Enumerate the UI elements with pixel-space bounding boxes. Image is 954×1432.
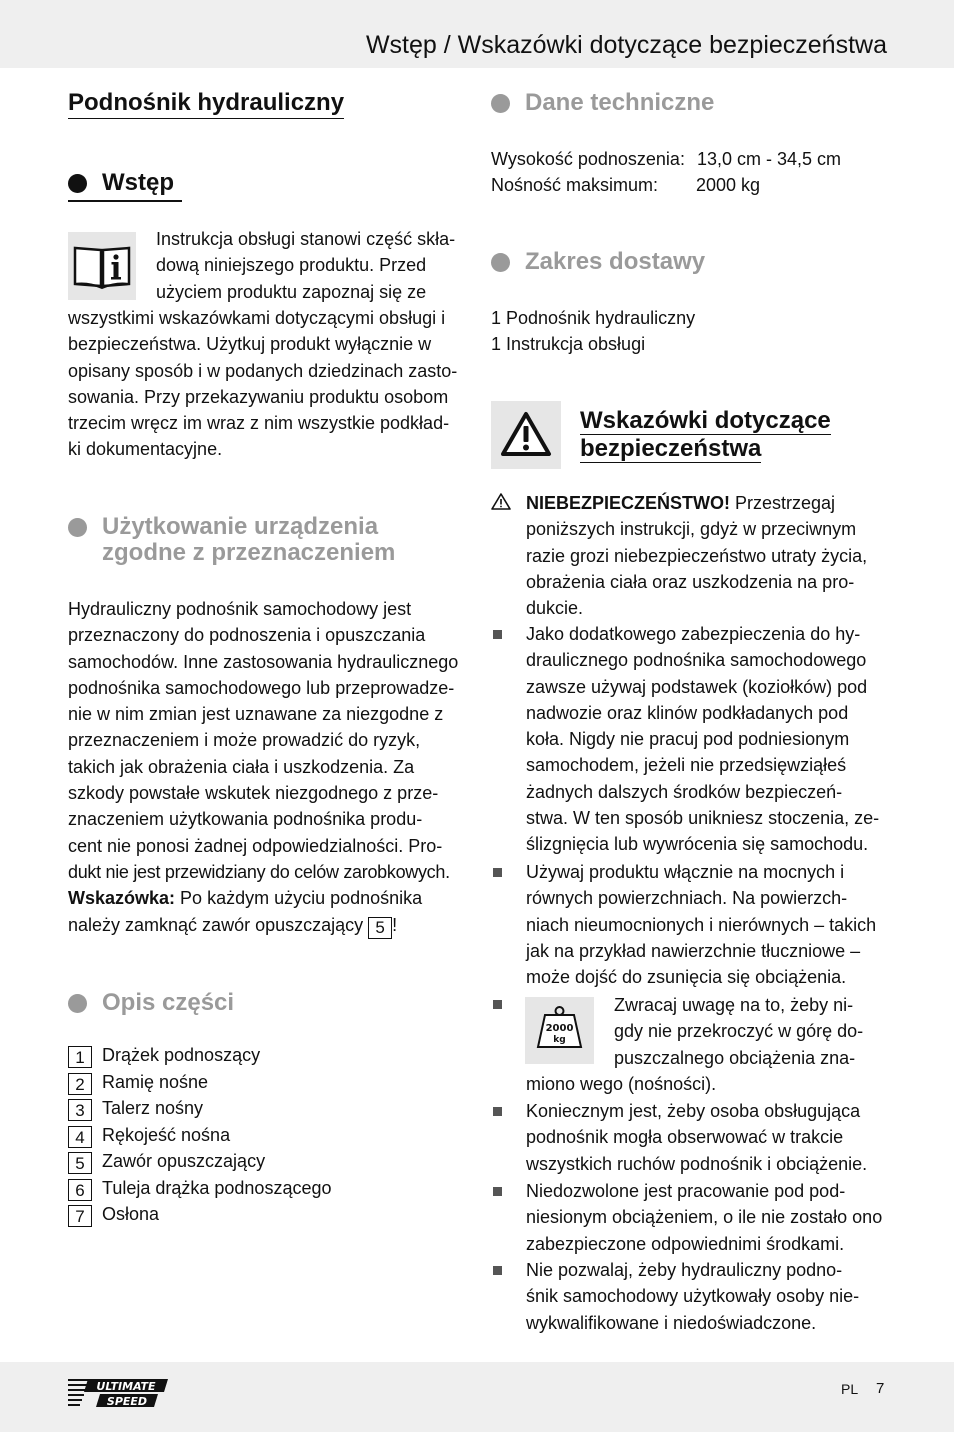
part-number-box: 5: [68, 1152, 92, 1174]
ultimate-speed-logo: [68, 1377, 170, 1409]
text-line: poniższych instrukcji, gdyż w przeciwnym: [526, 519, 857, 540]
square-bullet-icon: [493, 1107, 502, 1116]
delivery-item: 1 Podnośnik hydrauliczny: [491, 308, 696, 328]
tech-value: 2000 kg: [696, 175, 761, 196]
delivery-list: [491, 305, 695, 358]
part-number-box: 1: [68, 1046, 92, 1068]
text-line: sowania. Przy przekazywaniu produktu osobom: [68, 386, 449, 407]
part-label: Drążek podnoszący: [102, 1045, 261, 1065]
text-line: takich jak obrażenia ciała i uszkodzenia. Za: [68, 756, 415, 777]
text-line: podnośnika samochodowego lub przeprowadze-: [68, 677, 455, 698]
safety-bullet-1: Jako dodatkowego zabezpieczenia do hy- draulicznego podnośnika samochodowego zawsze używaj podstawek (koziołków) pod nadwozie oraz klinów podkładanych pod koła. Nigdy nie pracuj pod podniesionym samochodem, jeżeli nie przedsięwziąłeś żadnych dalszych środków bezpieczeń- stwa. W ten sposób unikniesz stoczenia, ze- ślizgnięcia lub wywrócenia się samochodu.: [526, 624, 880, 855]
text-line: samochodów. Inne zastosowania hydraulicznego: [68, 651, 459, 672]
section-bullet-icon: [68, 994, 87, 1013]
danger-triangle-icon: [491, 492, 511, 512]
part-number-box: 7: [68, 1205, 92, 1227]
square-bullet-icon: [493, 1000, 502, 1009]
text-line: trzecim wręcz im wraz z nim wszystkie podkład-: [68, 413, 450, 434]
logo-text-1: ULTIMATE: [96, 1380, 156, 1393]
note-line: Wskazówka: Po każdym użyciu podnośnika: [68, 888, 423, 909]
danger-text: NIEBEZPIECZEŃSTWO! Przestrzegaj poniższych instrukcji, gdyż w przeciwnym razie grozi niebezpieczeństwo utraty życia, obrażenia ciała oraz uszkodzenia na pro- dukcie.: [526, 490, 867, 621]
text-line: użyciem produktu zapoznaj się ze: [156, 281, 427, 302]
text-line: przeznaczeniem i może prowadzić do ryzyk,: [68, 730, 421, 751]
delivery-item: 1 Instrukcja obsługi: [491, 334, 646, 355]
part-number-box: 6: [68, 1179, 92, 1201]
part-label: Osłona: [102, 1204, 160, 1224]
usage-text: [68, 596, 458, 939]
section-parts-heading: Opis części: [68, 990, 268, 1018]
tech-label: Wysokość podnoszenia:: [491, 149, 685, 169]
section-intro-heading: Wstęp: [68, 170, 182, 201]
part-label: Rękojeść nośna: [102, 1125, 231, 1145]
safety-bullet-6: Nie pozwalaj, żeby hydrauliczny podno- śnik samochodowy użytkowały osoby nie- wykwalifikowane i niedoświadczone.: [526, 1260, 860, 1333]
square-bullet-icon: [493, 630, 502, 639]
weight-2000kg-icon: [525, 997, 594, 1064]
text-line: obrażenia ciała oraz uszkodzenia na pro-: [526, 571, 855, 592]
section-bullet-icon: [68, 174, 87, 193]
square-bullet-icon: [493, 1266, 502, 1275]
info-book-icon: [68, 232, 136, 300]
part-number-box: 4: [68, 1126, 92, 1148]
section-bullet-icon: [491, 253, 510, 272]
page-header-title: Wstęp / Wskazówki dotyczące bezpieczeństwa: [365, 31, 887, 59]
text-line: nie w nim zmian jest uznawane za niezgodne z: [68, 704, 444, 725]
logo-text-2: SPEED: [106, 1395, 148, 1408]
tech-value: 13,0 cm - 34,5 cm: [697, 149, 842, 169]
text-line: bezpieczeństwa. Użytkuj produkt wyłącznie w: [68, 334, 432, 355]
note-label: Wskazówka:: [68, 888, 176, 909]
text-line: przeznaczony do podnoszenia i opuszczania: [68, 625, 426, 646]
safety-bullet-3-end: miono wego (nośności).: [526, 1074, 717, 1094]
text-line: dową niniejszego produktu. Przed: [156, 255, 427, 276]
text-line: dukt nie jest przewidziany do celów zarobkowych.: [68, 861, 450, 882]
section-delivery-heading: Zakres dostawy: [491, 249, 751, 277]
text-line: dukcie.: [526, 598, 584, 619]
part-label: Talerz nośny: [102, 1098, 204, 1118]
section-bullet-icon: [68, 518, 87, 537]
safety-bullet-3: Zwracaj uwagę na to, żeby ni- gdy nie przekroczyć w górę do- puszczalnego obciążenia zna-: [614, 995, 864, 1068]
tech-label: Nośność maksimum:: [491, 175, 659, 196]
part-label: Tuleja drążka podnoszącego: [102, 1178, 332, 1198]
safety-bullet-4: Koniecznym jest, żeby osoba obsługująca podnośnik mogła obserwować w trakcie wszystkich ruchów podnośnik i obciążenie.: [526, 1101, 868, 1174]
square-bullet-icon: [493, 1187, 502, 1196]
text-line: razie grozi niebezpieczeństwo utraty życia,: [526, 545, 868, 566]
text-line: Instrukcja obsługi stanowi część skła-: [156, 229, 456, 249]
text-line: ki dokumentacyjne.: [68, 439, 223, 460]
safety-bullet-5: Niedozwolone jest pracowanie pod pod- niesionym obciążeniem, o ile nie zostało ono zabezpieczone odpowiednimi środkami.: [526, 1181, 883, 1254]
text-line: Hydrauliczny podnośnik samochodowy jest: [68, 599, 412, 619]
language-code: PL: [841, 1381, 859, 1397]
text-line: cent nie ponosi żadnej odpowiedzialności. Pro-: [68, 835, 443, 856]
intro-text-top: [156, 226, 455, 305]
intro-text-body: [68, 305, 457, 463]
section-tech-heading: Dane techniczne: [491, 90, 751, 118]
main-title: Podnośnik hydrauliczny: [68, 89, 344, 119]
page-number: 7: [876, 1380, 885, 1397]
part-number-box: 3: [68, 1099, 92, 1121]
danger-label: NIEBEZPIECZEŃSTWO!: [526, 493, 731, 513]
section-bullet-icon: [491, 94, 510, 113]
weight-icon-value: 2000: [545, 1023, 574, 1034]
part-number-box: 2: [68, 1073, 92, 1095]
text-line: znaczeniem użytkowania podnośnika produ-: [68, 809, 423, 830]
section-usage-heading: Użytkowanie urządzenia zgodne z przeznaczeniem: [68, 514, 448, 570]
part-reference-box: 5: [368, 917, 392, 939]
text-line: wszystkimi wskazówkami dotyczącymi obsługi i: [68, 308, 446, 328]
tech-data: [491, 146, 842, 199]
part-label: Ramię nośne: [102, 1072, 209, 1092]
weight-icon-unit: kg: [553, 1035, 566, 1045]
safety-title: Wskazówki dotyczące bezpieczeństwa: [580, 407, 831, 462]
square-bullet-icon: [493, 868, 502, 877]
note-line-2: należy zamknąć zawór opuszczający 5 !: [68, 914, 398, 937]
text-line: szkody powstałe wskutek niezgodnego z prze-: [68, 783, 439, 804]
warning-triangle-icon: [491, 401, 561, 469]
safety-bullet-2: Używaj produktu włącznie na mocnych i równych powierzchniach. Na powierzch- niach nieumocnionych i nierównych – takich jak na przykład nawierzchnie tłuczniowe – może dojść do zsunięcia się obciążenia.: [526, 862, 877, 988]
text-line: opisany sposób i w podanych dziedzinach zasto-: [68, 360, 458, 381]
part-label: Zawór opuszczający: [102, 1151, 266, 1171]
